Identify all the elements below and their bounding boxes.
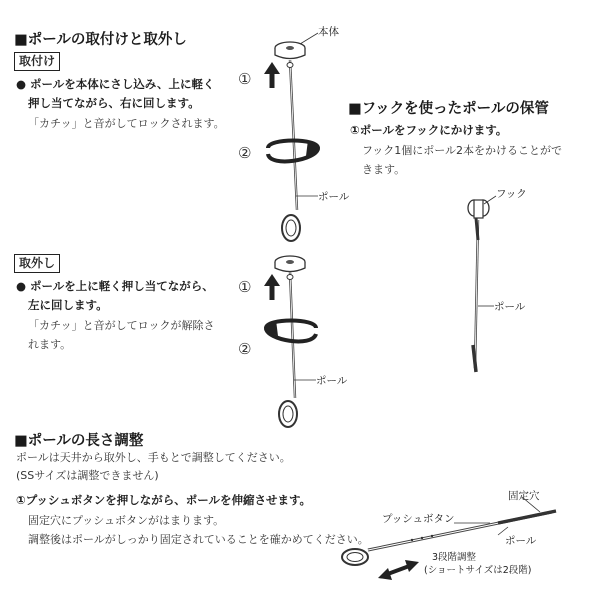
detach-text-4: れます。 xyxy=(28,338,72,351)
label-three-step: 3段階調整 xyxy=(432,552,477,563)
stored-pole-icon xyxy=(473,218,494,372)
length-text-2: (SSサイズは調整できません) xyxy=(16,469,159,482)
attach-text-2: 押し当てながら、右に回します。 xyxy=(28,96,200,110)
ceiling-mount-icon xyxy=(275,33,318,59)
hook-icon xyxy=(468,196,496,218)
detach-text-1: ● ポールを上に軽く押し当てながら、 xyxy=(16,279,214,293)
section-title-attach-detach: ■ポールの取付けと取外し xyxy=(14,32,187,48)
label-pole-detach: ポール xyxy=(316,375,348,387)
length-sub: ①プッシュボタンを押しながら、ポールを伸縮させます。 xyxy=(16,493,312,507)
hook-text-1: フック1個にポール2本をかけることがで xyxy=(362,144,563,157)
label-pole-length: ポール xyxy=(505,535,537,547)
attach-text-3: 「カチッ」と音がしてロックされます。 xyxy=(28,117,225,130)
rotate-left-arrow-icon xyxy=(264,320,316,341)
up-arrow-icon xyxy=(264,62,280,88)
label-fixing-hole: 固定穴 xyxy=(508,490,540,502)
label-short-two-step: (ショートサイズは2段階) xyxy=(424,565,532,576)
label-body: 本体 xyxy=(318,26,339,38)
detach-text-2: 左に回します。 xyxy=(28,298,108,312)
label-hook: フック xyxy=(496,188,527,200)
double-arrow-icon xyxy=(378,560,419,580)
section-title-length: ■ポールの長さ調整 xyxy=(14,433,144,449)
step-2-detach: ② xyxy=(238,340,252,358)
hook-sub: ①ポールをフックにかけます。 xyxy=(350,123,508,137)
length-text-1: ポールは天井から取外し、手もとで調整してください。 xyxy=(16,451,291,464)
label-pole-attach: ポール xyxy=(318,191,350,203)
label-pole-hook: ポール xyxy=(494,301,526,313)
hook-text-2: きます。 xyxy=(362,163,406,176)
length-text-3: 固定穴にプッシュボタンがはまります。 xyxy=(28,514,225,527)
detach-text-3: 「カチッ」と音がしてロックが解除さ xyxy=(28,319,215,332)
label-push-button: プッシュボタン xyxy=(382,513,455,525)
step-1-attach: ① xyxy=(238,70,252,88)
ceiling-mount-icon-2 xyxy=(275,256,305,272)
step-1-detach: ① xyxy=(238,278,252,296)
step-2-attach: ② xyxy=(238,144,252,162)
section-title-hook-storage: ■フックを使ったポールの保管 xyxy=(348,101,549,117)
detach-tag: 取外し xyxy=(14,254,60,273)
length-text-4: 調整後はポールがしっかり固定されていることを確かめてください。 xyxy=(28,533,369,546)
attach-tag: 取付け xyxy=(14,52,60,71)
pole-detach-icon xyxy=(279,272,316,427)
up-arrow-icon-2 xyxy=(264,274,280,300)
attach-text-1: ● ポールを本体にさし込み、上に軽く xyxy=(16,77,215,91)
